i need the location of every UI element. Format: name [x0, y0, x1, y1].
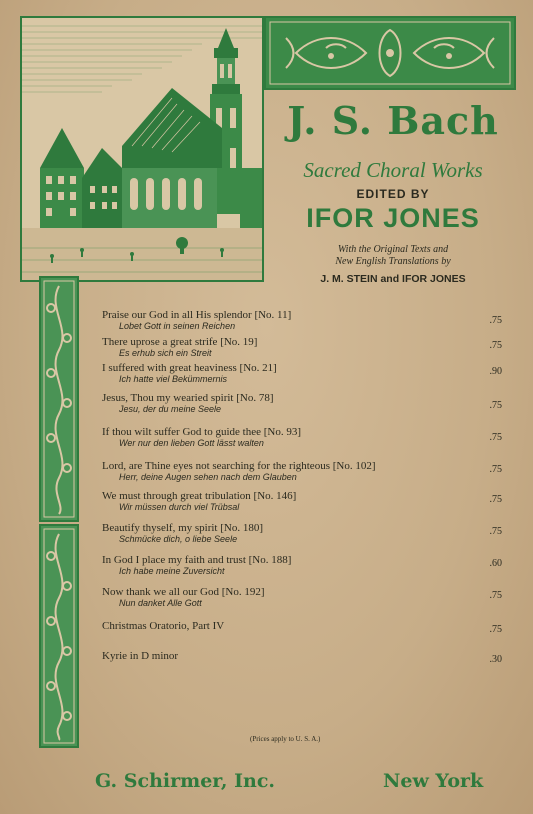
work-german-title: Nun danket Alle Gott [119, 598, 202, 608]
translation-note-line-1: With the Original Texts and [337, 244, 449, 255]
work-price: .75 [489, 624, 502, 635]
vine-ornament-upper [39, 276, 79, 522]
work-title: Praise our God in all His splendor [No. 11] [102, 309, 292, 321]
editor-name: IFOR JONES [306, 203, 480, 233]
work-item [102, 490, 502, 513]
work-item [102, 586, 502, 609]
work-item [102, 554, 502, 577]
work-price: .75 [489, 494, 502, 505]
work-price: .75 [489, 400, 502, 411]
church-engraving [20, 16, 264, 282]
work-title: In God I place my faith and trust [No. 188] [102, 554, 292, 566]
work-german-title: Wer nur den lieben Gott lässt walten [119, 438, 264, 448]
translation-note-line-2: New English Translations by [335, 256, 451, 267]
work-title: Christmas Oratorio, Part IV [102, 620, 225, 632]
work-item [102, 426, 502, 449]
work-german-title: Herr, deine Augen sehen nach dem Glauben [119, 472, 297, 482]
work-german-title: Schmücke dich, o liebe Seele [119, 534, 238, 544]
work-price: .75 [489, 432, 502, 443]
work-price: .75 [489, 315, 502, 326]
work-title: Now thank we all our God [No. 192] [102, 586, 265, 598]
work-german-title: Es erhub sich ein Streit [119, 348, 212, 358]
work-german-title: Lobet Gott in seinen Reichen [119, 321, 236, 331]
work-item [102, 650, 502, 665]
work-price: .75 [489, 464, 502, 475]
decorative-header-ornament [264, 16, 516, 90]
work-price: .90 [489, 366, 502, 377]
publisher-city: New York [383, 770, 484, 792]
series-subtitle: Sacred Choral Works [303, 158, 483, 182]
work-title: If thou wilt suffer God to guide thee [No. 93] [102, 426, 301, 438]
work-item [102, 460, 502, 483]
publisher-name: G. Schirmer, Inc. [95, 770, 276, 792]
work-price: .60 [489, 558, 502, 569]
work-price: .30 [489, 654, 502, 665]
work-item [102, 522, 502, 545]
work-item [102, 392, 502, 415]
work-german-title: Ich hatte viel Bekümmernis [119, 374, 228, 384]
work-price: .75 [489, 590, 502, 601]
work-item [102, 336, 502, 359]
work-price: .75 [489, 526, 502, 537]
work-title: We must through great tribulation [No. 146] [102, 490, 297, 502]
work-german-title: Wir müssen durch viel Trübsal [119, 502, 240, 512]
work-german-title: Jesu, der du meine Seele [119, 404, 222, 414]
work-title: I suffered with great heaviness [No. 21] [102, 362, 277, 374]
work-item [102, 309, 502, 332]
work-german-title: Ich habe meine Zuversicht [119, 566, 225, 576]
work-title: Jesus, Thou my wearied spirit [No. 78] [102, 392, 274, 404]
work-item [102, 362, 502, 385]
work-title: Kyrie in D minor [102, 650, 179, 662]
work-title: Beautify thyself, my spirit [No. 180] [102, 522, 264, 534]
vine-ornament-lower [39, 524, 79, 748]
translators-names: J. M. STEIN and IFOR JONES [320, 273, 466, 285]
work-title: Lord, are Thine eyes not searching for the righteous [No. 102] [102, 460, 376, 472]
work-title: There uprose a great strife [No. 19] [102, 336, 258, 348]
work-item [102, 620, 502, 635]
edited-by-label: EDITED BY [356, 187, 430, 201]
prices-note: (Prices apply to U. S. A.) [250, 735, 321, 743]
composer-title: J. S. Bach [287, 98, 499, 143]
work-price: .75 [489, 340, 502, 351]
